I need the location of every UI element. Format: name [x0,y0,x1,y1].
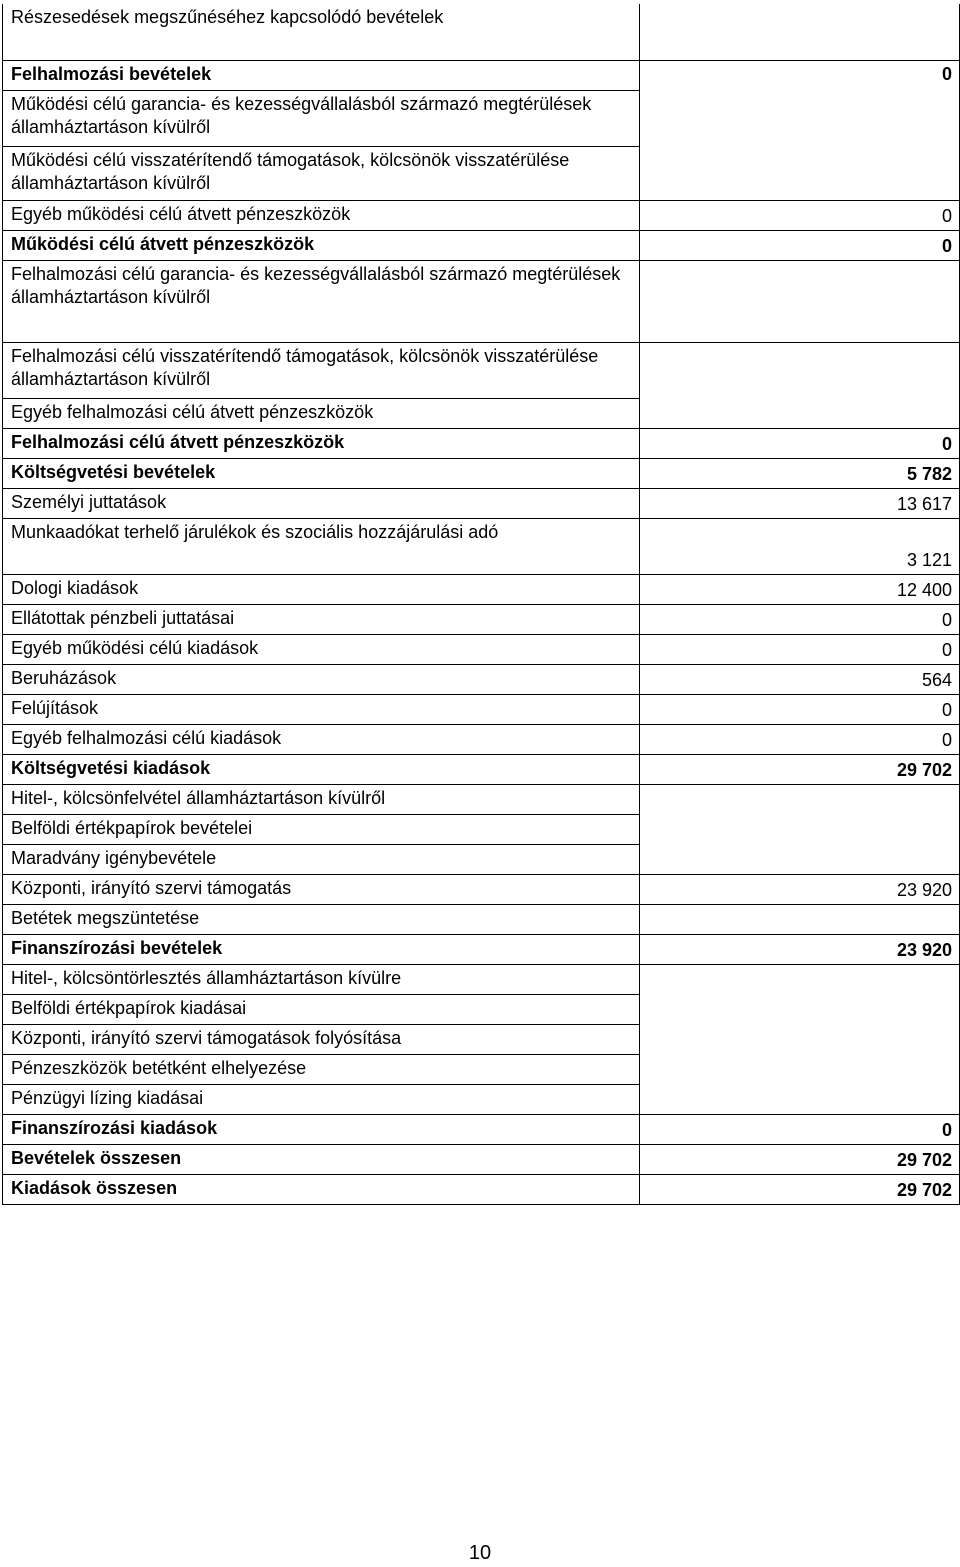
row-value [640,784,960,874]
page-number: 10 [468,1542,492,1564]
row-value: 0 [640,60,960,200]
row-label: Felhalmozási célú visszatérítendő támogatások, kölcsönök visszatérülése államháztartáson kívülről [3,342,640,398]
row-label: Egyéb működési célú kiadások [3,634,640,664]
row-value: 29 702 [640,1144,960,1174]
row-label: Felhalmozási célú átvett pénzeszközök [3,428,640,458]
row-value: 13 617 [640,488,960,518]
table-row [3,724,960,754]
row-label: Felújítások [3,694,640,724]
row-value: 0 [640,694,960,724]
table-row [3,574,960,604]
row-label: Betétek megszüntetése [3,904,640,934]
table-row [3,754,960,784]
row-label: Központi, irányító szervi támogatások folyósítása [3,1024,640,1054]
row-value: 23 920 [640,934,960,964]
table-row [3,964,960,994]
row-label: Működési célú visszatérítendő támogatások, kölcsönök visszatérülése államháztartáson kívülről [3,146,640,200]
row-label: Finanszírozási bevételek [3,934,640,964]
table-row [3,200,960,230]
table-row [3,4,960,60]
row-label: Hitel-, kölcsönfelvétel államháztartáson kívülről [3,784,640,814]
row-label: Pénzeszközök betétként elhelyezése [3,1054,640,1084]
row-value: 29 702 [640,754,960,784]
table-row [3,60,960,90]
budget-table-container [2,4,959,1205]
row-label: Dologi kiadások [3,574,640,604]
row-label: Bevételek összesen [3,1144,640,1174]
row-label: Kiadások összesen [3,1174,640,1204]
row-value [640,964,960,1114]
row-value: 5 782 [640,458,960,488]
row-label: Felhalmozási célú garancia- és kezességvállalásból származó megtérülések államháztartáson kívülről [3,260,640,342]
row-value [640,260,960,342]
table-row [3,518,960,574]
row-value: 0 [640,230,960,260]
row-label: Egyéb felhalmozási célú kiadások [3,724,640,754]
budget-table [2,4,960,1205]
table-row [3,458,960,488]
row-label: Hitel-, kölcsöntörlesztés államháztartáson kívülre [3,964,640,994]
row-value: 0 [640,634,960,664]
row-value: 12 400 [640,574,960,604]
table-row [3,634,960,664]
row-value: 0 [640,604,960,634]
row-value: 564 [640,664,960,694]
table-row [3,1114,960,1144]
row-value [640,342,960,428]
table-row [3,604,960,634]
table-row [3,874,960,904]
row-value: 0 [640,724,960,754]
row-label: Egyéb felhalmozási célú átvett pénzeszközök [3,398,640,428]
table-row [3,230,960,260]
row-label: Beruházások [3,664,640,694]
table-row [3,904,960,934]
row-label: Egyéb működési célú átvett pénzeszközök [3,200,640,230]
row-label: Belföldi értékpapírok kiadásai [3,994,640,1024]
table-row [3,934,960,964]
table-row [3,664,960,694]
table-row [3,342,960,398]
row-value: 23 920 [640,874,960,904]
row-value: 0 [640,200,960,230]
row-value: 0 [640,1114,960,1144]
row-label: Működési célú garancia- és kezességvállalásból származó megtérülések államháztartáson kívülről [3,90,640,146]
table-row [3,694,960,724]
row-label: Ellátottak pénzbeli juttatásai [3,604,640,634]
row-label: Központi, irányító szervi támogatás [3,874,640,904]
row-label: Felhalmozási bevételek [3,60,640,90]
row-label: Személyi juttatások [3,488,640,518]
row-label: Részesedések megszűnéséhez kapcsolódó bevételek [3,4,640,60]
row-label: Működési célú átvett pénzeszközök [3,230,640,260]
row-value [640,4,960,60]
row-label: Munkaadókat terhelő járulékok és szociális hozzájárulási adó [3,518,640,574]
table-row [3,260,960,342]
row-label: Pénzügyi lízing kiadásai [3,1084,640,1114]
row-label: Költségvetési bevételek [3,458,640,488]
row-value: 29 702 [640,1174,960,1204]
table-row [3,428,960,458]
table-row [3,1144,960,1174]
row-value: 0 [640,428,960,458]
table-row [3,1174,960,1204]
row-label: Belföldi értékpapírok bevételei [3,814,640,844]
row-label: Finanszírozási kiadások [3,1114,640,1144]
table-row [3,784,960,814]
row-value: 3 121 [640,518,960,574]
row-label: Maradvány igénybevétele [3,844,640,874]
row-label: Költségvetési kiadások [3,754,640,784]
table-row [3,488,960,518]
row-value [640,904,960,934]
